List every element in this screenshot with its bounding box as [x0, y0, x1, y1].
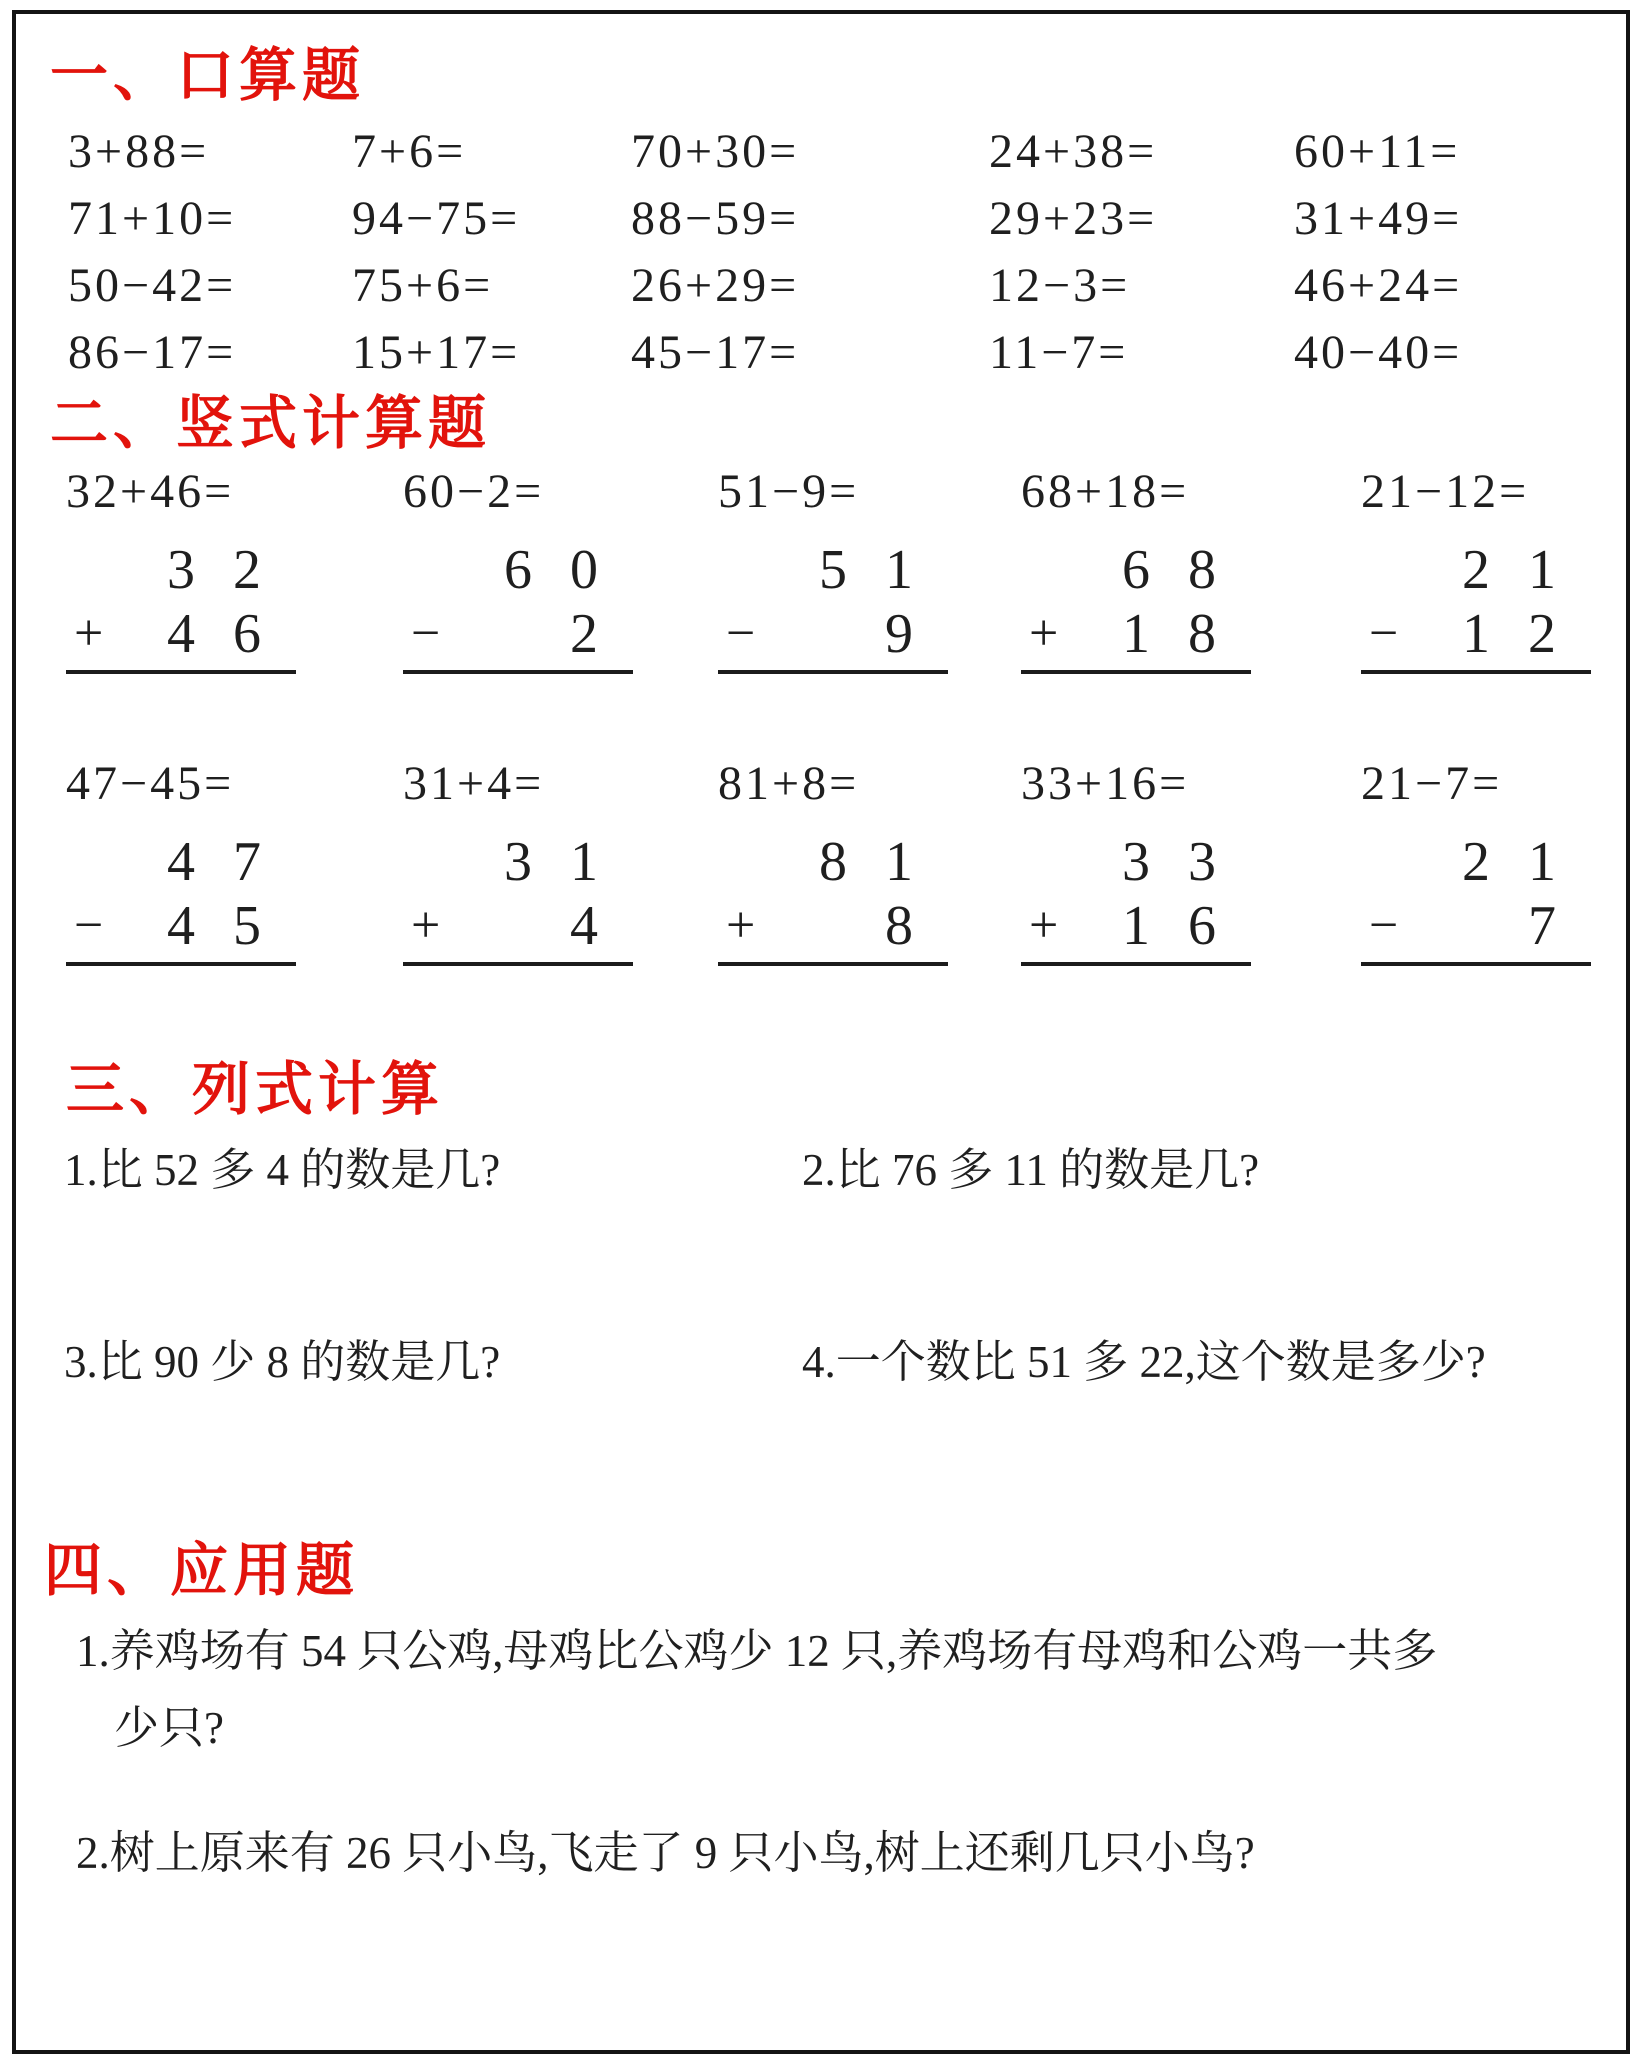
oral-problem: 26+29=	[631, 258, 800, 312]
oral-problem: 29+23=	[989, 191, 1158, 245]
vertical-problem	[66, 462, 403, 674]
top-ones-digit: 0	[570, 538, 598, 601]
section-word-heading: 四、应用题	[44, 1538, 360, 1604]
operator-sign: −	[726, 605, 756, 663]
bottom-ones-digit: 6	[1188, 894, 1216, 957]
operator-sign: +	[74, 605, 104, 663]
oral-problem: 70+30=	[631, 124, 800, 178]
vertical-problem-expression: 47−45=	[66, 756, 235, 810]
oral-problem: 7+6=	[352, 124, 467, 178]
vertical-problem	[1361, 754, 1626, 966]
bottom-tens-digit: 4	[167, 602, 195, 665]
operator-sign: +	[1029, 897, 1059, 955]
expression-item-3: 3.比 90 少 8 的数是几?	[64, 1337, 501, 1388]
operator-sign: +	[411, 897, 441, 955]
vertical-form	[1361, 538, 1593, 674]
answer-line	[403, 670, 633, 674]
top-tens-digit: 3	[167, 538, 195, 601]
oral-problem: 75+6=	[352, 258, 494, 312]
vertical-problem	[718, 462, 1021, 674]
oral-problem: 71+10=	[68, 191, 237, 245]
oral-problem: 60+11=	[1294, 124, 1461, 178]
bottom-ones-digit: 5	[233, 894, 261, 957]
answer-line	[403, 962, 633, 966]
expression-row-1	[16, 1141, 1626, 1199]
bottom-tens-digit: 1	[1462, 602, 1490, 665]
vertical-problem	[1021, 462, 1361, 674]
bottom-ones-digit: 8	[885, 894, 913, 957]
bottom-ones-digit: 2	[570, 602, 598, 665]
bottom-tens-digit: 4	[167, 894, 195, 957]
top-tens-digit: 6	[1122, 538, 1150, 601]
bottom-ones-digit: 9	[885, 602, 913, 665]
expression-item-4: 4.一个数比 51 多 22,这个数是多少?	[802, 1337, 1486, 1388]
answer-line	[1021, 670, 1251, 674]
vertical-problem	[403, 754, 718, 966]
vertical-problem-expression: 51−9=	[718, 464, 860, 518]
section-oral-heading: 一、口算题	[50, 43, 366, 108]
top-ones-digit: 7	[233, 830, 261, 893]
oral-problem: 3+88=	[68, 124, 210, 178]
vertical-problem-expression: 21−7=	[1361, 756, 1503, 810]
vertical-problem-expression: 60−2=	[403, 464, 545, 518]
operator-sign: −	[74, 897, 104, 955]
vertical-form	[66, 830, 298, 966]
oral-problem: 94−75=	[352, 191, 521, 245]
top-tens-digit: 4	[167, 830, 195, 893]
vertical-form	[718, 830, 950, 966]
oral-problem: 45−17=	[631, 325, 800, 379]
oral-problem: 40−40=	[1294, 325, 1463, 379]
vertical-problem	[1021, 754, 1361, 966]
bottom-ones-digit: 2	[1528, 602, 1556, 665]
section-vertical-heading: 二、竖式计算题	[50, 390, 492, 456]
bottom-ones-digit: 7	[1528, 894, 1556, 957]
bottom-tens-digit: 1	[1122, 602, 1150, 665]
answer-line	[718, 962, 948, 966]
vertical-problem-expression: 81+8=	[718, 756, 860, 810]
expression-row-2	[16, 1333, 1626, 1391]
top-tens-digit: 6	[504, 538, 532, 601]
vertical-problem-expression: 21−12=	[1361, 464, 1530, 518]
operator-sign: −	[411, 605, 441, 663]
vertical-form	[718, 538, 950, 674]
bottom-ones-digit: 8	[1188, 602, 1216, 665]
operator-sign: +	[1029, 605, 1059, 663]
oral-problem: 86−17=	[68, 325, 237, 379]
top-tens-digit: 3	[1122, 830, 1150, 893]
vertical-form	[403, 538, 635, 674]
top-ones-digit: 2	[233, 538, 261, 601]
top-tens-digit: 2	[1462, 830, 1490, 893]
bottom-ones-digit: 6	[233, 602, 261, 665]
top-tens-digit: 5	[819, 538, 847, 601]
vertical-problem-expression: 33+16=	[1021, 756, 1190, 810]
operator-sign: −	[1369, 897, 1399, 955]
oral-problem: 24+38=	[989, 124, 1158, 178]
top-tens-digit: 2	[1462, 538, 1490, 601]
vertical-problem-expression: 31+4=	[403, 756, 545, 810]
top-ones-digit: 1	[885, 538, 913, 601]
answer-line	[1361, 670, 1591, 674]
top-tens-digit: 3	[504, 830, 532, 893]
word-problem-1	[76, 1613, 1626, 1767]
top-tens-digit: 8	[819, 830, 847, 893]
oral-problem: 11−7=	[989, 325, 1129, 379]
word-problem-1-line-1: 1.养鸡场有 54 只公鸡,母鸡比公鸡少 12 只,养鸡场有母鸡和公鸡一共多	[76, 1626, 1438, 1677]
vertical-form	[403, 830, 635, 966]
operator-sign: −	[1369, 605, 1399, 663]
oral-problems-grid	[16, 118, 1626, 386]
section-expression-heading: 三、列式计算	[66, 1056, 445, 1122]
vertical-group-1	[16, 462, 1626, 674]
oral-problem: 31+49=	[1294, 191, 1463, 245]
answer-line	[66, 962, 296, 966]
oral-problem: 12−3=	[989, 258, 1131, 312]
answer-line	[718, 670, 948, 674]
vertical-problem	[66, 754, 403, 966]
vertical-form	[1021, 538, 1253, 674]
vertical-problem	[1361, 462, 1626, 674]
vertical-form	[1361, 830, 1593, 966]
page-border	[12, 10, 1630, 2054]
answer-line	[1021, 962, 1251, 966]
oral-problem: 46+24=	[1294, 258, 1463, 312]
top-ones-digit: 1	[1528, 538, 1556, 601]
top-ones-digit: 1	[885, 830, 913, 893]
vertical-form	[66, 538, 298, 674]
vertical-problem-expression: 68+18=	[1021, 464, 1190, 518]
bottom-tens-digit: 1	[1122, 894, 1150, 957]
top-ones-digit: 3	[1188, 830, 1216, 893]
bottom-ones-digit: 4	[570, 894, 598, 957]
vertical-problem	[403, 462, 718, 674]
word-problem-1-line-2: 少只?	[114, 1703, 224, 1754]
vertical-problem-expression: 32+46=	[66, 464, 235, 518]
word-problem-2: 2.树上原来有 26 只小鸟,飞走了 9 只小鸟,树上还剩几只小鸟?	[76, 1828, 1255, 1879]
oral-problem: 50−42=	[68, 258, 237, 312]
top-ones-digit: 1	[1528, 830, 1556, 893]
top-ones-digit: 8	[1188, 538, 1216, 601]
vertical-group-2	[16, 754, 1626, 966]
oral-problem: 88−59=	[631, 191, 800, 245]
answer-line	[66, 670, 296, 674]
vertical-problem	[718, 754, 1021, 966]
expression-item-1: 1.比 52 多 4 的数是几?	[64, 1145, 501, 1196]
expression-item-2: 2.比 76 多 11 的数是几?	[802, 1145, 1260, 1196]
oral-problem: 15+17=	[352, 325, 521, 379]
operator-sign: +	[726, 897, 756, 955]
vertical-form	[1021, 830, 1253, 966]
top-ones-digit: 1	[570, 830, 598, 893]
answer-line	[1361, 962, 1591, 966]
